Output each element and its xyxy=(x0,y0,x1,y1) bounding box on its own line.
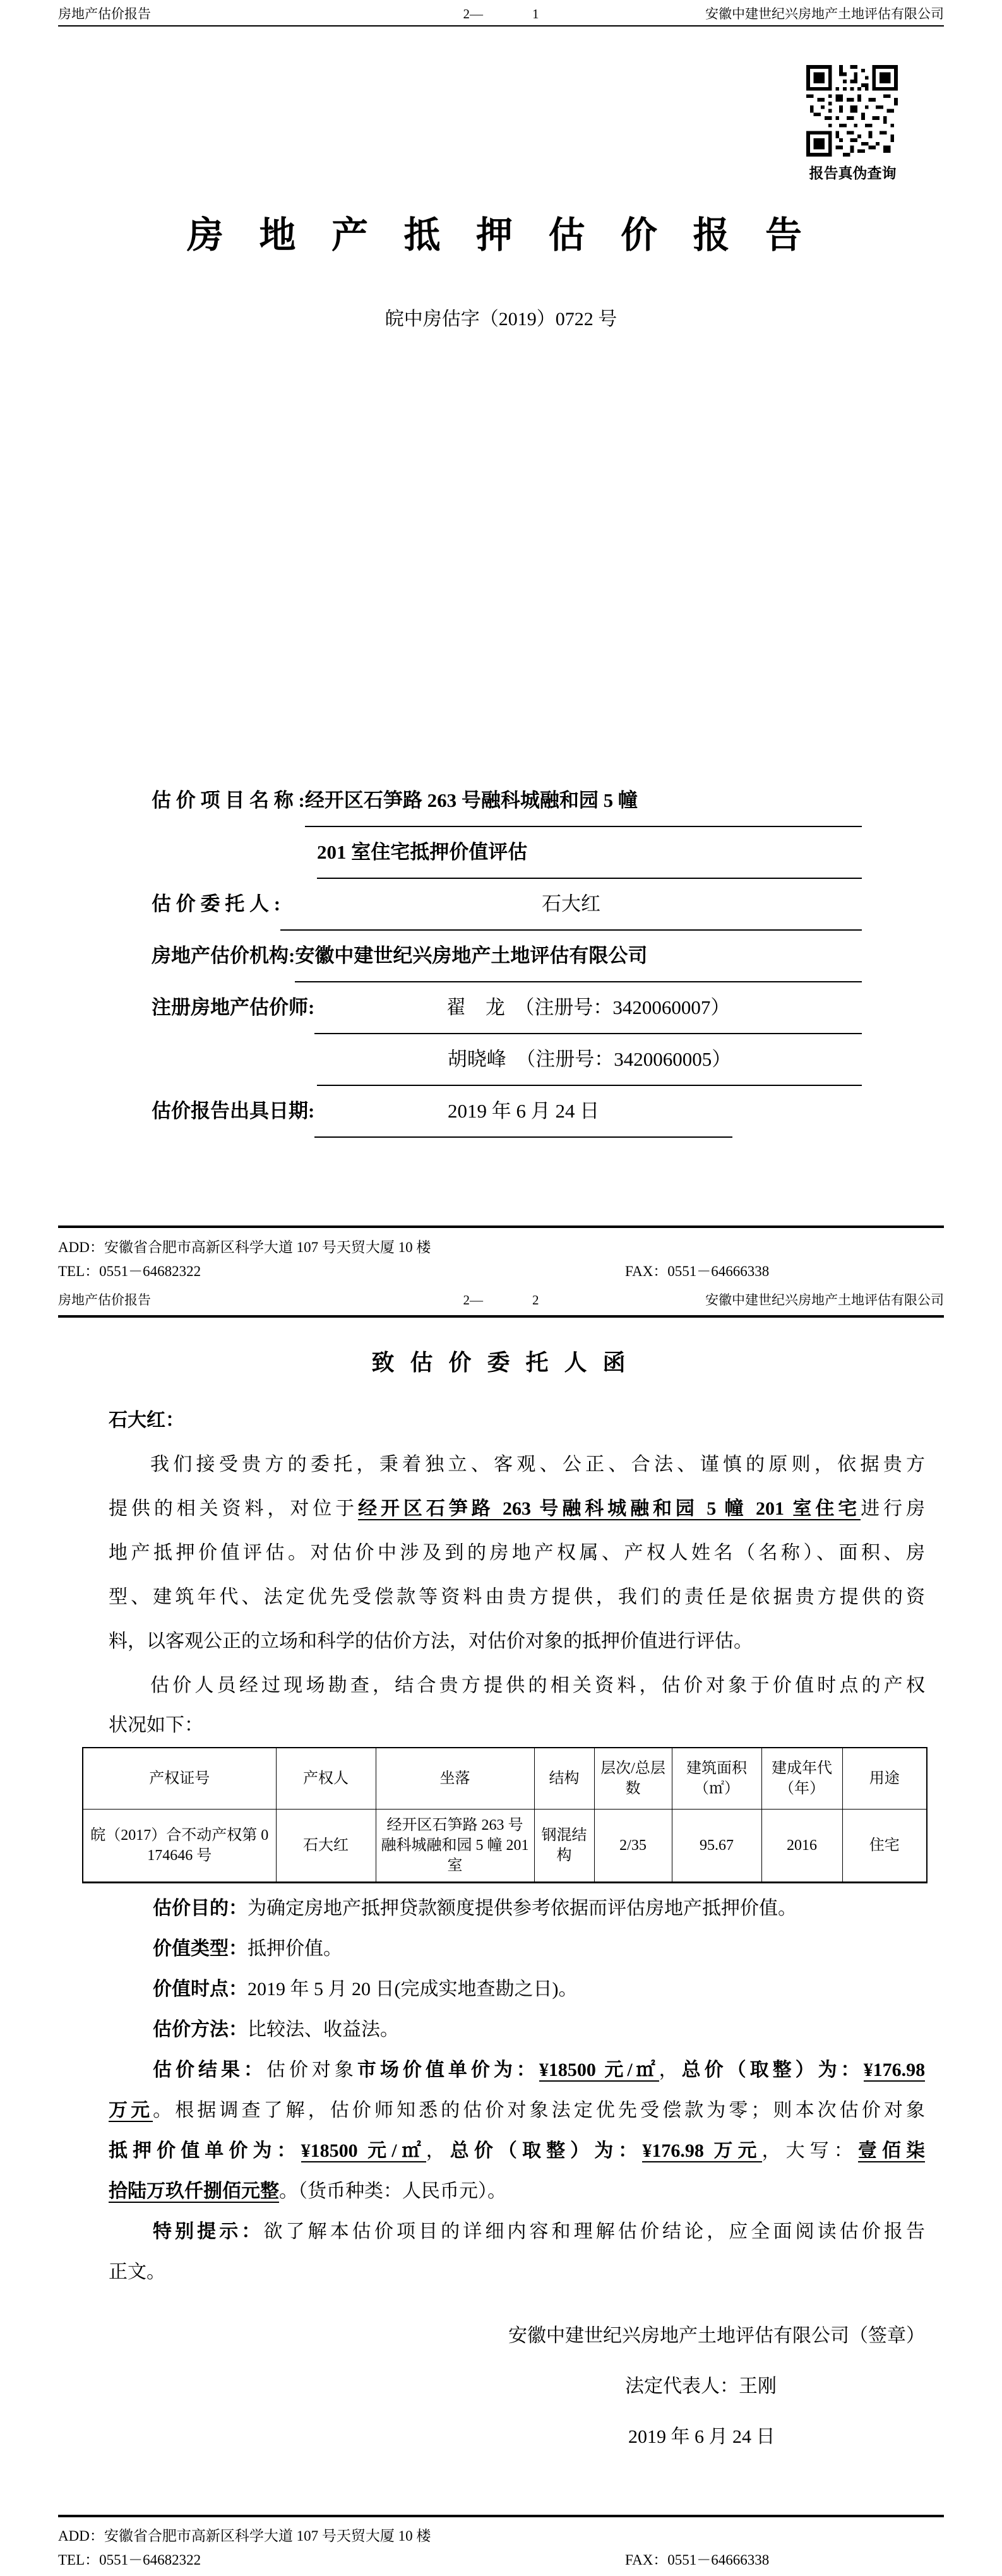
letter-title: 致 估 价 委 托 人 函 xyxy=(371,1350,631,1375)
page2-running-header xyxy=(58,1291,944,1309)
agency-value: 安徽中建世纪兴房地产土地评估有限公司 xyxy=(295,931,862,982)
form-row-project xyxy=(152,775,862,827)
footer-fax: FAX：0551－64666338 xyxy=(625,2552,770,2568)
report-document-number: 皖中房估字（2019）0722 号 xyxy=(385,309,617,330)
cell-certificate-no: 皖（2017）合不动产权第 0174646 号 xyxy=(83,1810,276,1883)
result-text: 总价（取整）为： xyxy=(681,2060,864,2080)
result-text: 。根据调查了解，估价师知悉的估价对象法定优先受偿款为零；则本次估价对象 xyxy=(153,2100,926,2121)
qr-caption: 报告真伪查询 xyxy=(809,165,897,181)
notice-line xyxy=(109,2212,925,2252)
table-header-row xyxy=(83,1748,927,1810)
total-price-unit: 万元 xyxy=(109,2100,153,2121)
header-page-number: 2 xyxy=(532,1292,539,1308)
project-name-value-line1: 经开区石笋路 263 号融科城融和园 5 幢 xyxy=(305,775,862,827)
appraiser2-value: 胡晓峰 （注册号：3420060005） xyxy=(317,1034,862,1086)
header-doc-type: 房地产估价报告 xyxy=(58,1292,151,1308)
report-main-title: 房 地 产 抵 押 估 价 报 告 xyxy=(186,215,815,256)
result-line-2 xyxy=(109,2090,925,2131)
footer-tel: TEL：0551－64682322 xyxy=(58,1263,201,1279)
appraiser-label: 注册房地产估价师: xyxy=(152,996,315,1018)
header-company-name: 安徽中建世纪兴房地产土地评估有限公司 xyxy=(705,1292,944,1308)
column-header: 产权人 xyxy=(276,1748,376,1810)
form-row-project-line2 xyxy=(152,827,862,879)
footer-address: ADD：安徽省合肥市高新区科学大道 107 号天贸大厦 10 楼 xyxy=(58,2528,431,2544)
total-price-value: ¥176.98 xyxy=(863,2060,926,2080)
signature-legal-representative: 法定代表人：王刚 xyxy=(625,2376,777,2397)
valuation-summary xyxy=(109,1888,925,2293)
footer-address: ADD：安徽省合肥市高新区科学大道 107 号天贸大厦 10 楼 xyxy=(58,1239,431,1255)
result-text: 估价对象 xyxy=(266,2060,357,2080)
value-date-text: 2019 年 5 月 20 日(完成实地查勘之日)。 xyxy=(248,1979,578,2000)
column-header: 结构 xyxy=(534,1748,594,1810)
form-row-date xyxy=(152,1086,862,1138)
form-row-agency xyxy=(152,931,862,982)
purpose-text: 为确定房地产抵押贷款额度提供参考依据而评估房地产抵押价值。 xyxy=(248,1898,797,1919)
signature-company: 安徽中建世纪兴房地产土地评估有限公司（签章） xyxy=(508,2325,925,2346)
label-spacer xyxy=(152,1034,317,1086)
page1-running-header xyxy=(58,5,944,23)
mortgage-unit-price-value: ¥18500 元/㎡ xyxy=(301,2140,426,2161)
notice-label: 特别提示： xyxy=(153,2221,264,2242)
mortgage-total-label: 总价（取整）为： xyxy=(450,2140,643,2161)
amount-in-words-part1: 壹佰柒 xyxy=(857,2140,926,2161)
header-divider xyxy=(58,25,944,27)
text-segment: 进行房 xyxy=(861,1498,926,1519)
footer-divider xyxy=(58,1225,944,1228)
value-date-line xyxy=(109,1969,925,2010)
cell-location: 经开区石笋路 263 号融科城融和园 5 幢 201 室 xyxy=(376,1810,534,1883)
result-text: 市场价值单价为： xyxy=(357,2060,539,2080)
label-spacer xyxy=(152,827,317,879)
footer-contacts xyxy=(58,1260,944,1283)
form-row-appraiser1 xyxy=(152,982,862,1034)
header-page-indicator xyxy=(463,1291,539,1309)
project-name-label: 估 价 项 目 名 称 : xyxy=(152,789,305,811)
header-company-name: 安徽中建世纪兴房地产土地评估有限公司 xyxy=(705,6,944,21)
result-text: ， xyxy=(426,2140,450,2161)
method-text: 比较法、收益法。 xyxy=(248,2019,399,2040)
form-row-appraiser2 xyxy=(152,1034,862,1086)
result-text: 。（货币种类：人民币元）。 xyxy=(279,2181,506,2202)
qr-code-icon xyxy=(806,65,898,157)
table-row xyxy=(83,1810,927,1883)
value-type-text: 抵押价值。 xyxy=(248,1938,342,1959)
method-line xyxy=(109,2010,925,2050)
signature-date: 2019 年 6 月 24 日 xyxy=(628,2426,775,2447)
cell-year-built: 2016 xyxy=(761,1810,842,1883)
value-type-label: 价值类型： xyxy=(153,1938,248,1959)
header-divider xyxy=(58,1315,944,1318)
client-label: 估 价 委 托 人 : xyxy=(152,893,281,915)
underlined-subject-address: 经开区石笋路 263 号融科城融和园 5 幢 201 室住宅 xyxy=(358,1498,861,1519)
letter-body xyxy=(90,1398,926,2459)
value-date-label: 价值时点： xyxy=(153,1979,248,2000)
paragraph-line: 我们接受贵方的委托，秉着独立、客观、公正、合法、谨慎的原则，依据贵方 xyxy=(150,1454,925,1475)
value-type-line xyxy=(109,1929,925,1969)
appraiser1-value: 翟 龙 （注册号：3420060007） xyxy=(314,982,862,1034)
header-total-pages: 2— xyxy=(463,6,483,21)
result-text: ，大写： xyxy=(761,2140,858,2161)
letter-salutation: 石大红： xyxy=(109,1410,184,1431)
notice-line-2: 正文。 xyxy=(109,2262,165,2282)
cell-usage: 住宅 xyxy=(842,1810,927,1883)
cell-area: 95.67 xyxy=(672,1810,761,1883)
paragraph-line: 估价人员经过现场勘查，结合贵方提供的相关资料，估价对象于价值时点的产权 xyxy=(150,1675,925,1696)
issue-date-value: 2019 年 6 月 24 日 xyxy=(314,1086,732,1138)
column-header: 坐落 xyxy=(376,1748,534,1810)
cell-floor: 2/35 xyxy=(594,1810,672,1883)
column-header: 层次/总层数 xyxy=(594,1748,672,1810)
footer-tel: TEL：0551－64682322 xyxy=(58,2552,201,2568)
header-page-number: 1 xyxy=(532,6,539,21)
issue-date-label: 估价报告出具日期: xyxy=(152,1100,315,1122)
result-line-3 xyxy=(109,2131,925,2171)
method-label: 估价方法： xyxy=(153,2019,248,2040)
result-line-1 xyxy=(109,2050,925,2090)
mortgage-total-value: ¥176.98 万元 xyxy=(642,2140,762,2161)
client-value: 石大红 xyxy=(280,879,862,931)
form-row-client xyxy=(152,879,862,931)
paragraph-line: 状况如下： xyxy=(109,1715,203,1736)
cell-structure: 钢混结构 xyxy=(534,1810,594,1883)
text-segment: 提供的相关资料，对位于 xyxy=(109,1498,359,1519)
column-header: 产权证号 xyxy=(83,1748,276,1810)
column-header: 用途 xyxy=(842,1748,927,1810)
column-header: 建成年代（年） xyxy=(761,1748,842,1810)
paragraph-line xyxy=(109,1487,925,1531)
footer-divider xyxy=(58,2515,944,2517)
unit-price-value: ¥18500 元/㎡ xyxy=(539,2060,659,2080)
footer-contacts xyxy=(58,2549,944,2572)
amount-in-words-part2: 拾陆万玖仟捌佰元整 xyxy=(109,2181,279,2202)
result-line-4 xyxy=(109,2171,925,2212)
paragraph-line: 料，以客观公正的立场和科学的估价方法，对估价对象的抵押价值进行评估。 xyxy=(109,1631,753,1652)
notice-text: 欲了解本估价项目的详细内容和理解估价结论，应全面阅读估价报告 xyxy=(263,2221,926,2242)
cell-owner: 石大红 xyxy=(276,1810,376,1883)
column-header: 建筑面积（㎡） xyxy=(672,1748,761,1810)
paragraph-line: 地产抵押价值评估。对估价中涉及到的房地产权属、产权人姓名（名称）、面积、房 xyxy=(109,1542,925,1563)
project-name-value-line2: 201 室住宅抵押价值评估 xyxy=(317,827,862,879)
result-text: ， xyxy=(659,2060,682,2080)
paragraph-line: 型、建筑年代、法定优先受偿款等资料由贵方提供，我们的责任是依据贵方提供的资 xyxy=(109,1587,925,1607)
header-total-pages: 2— xyxy=(463,1292,483,1308)
header-page-indicator xyxy=(463,5,539,23)
purpose-label: 估价目的： xyxy=(153,1898,248,1919)
result-label: 估价结果： xyxy=(153,2060,266,2080)
purpose-line xyxy=(109,1888,925,1929)
ownership-status-table xyxy=(82,1747,927,1883)
mortgage-unit-price-label: 抵押价值单价为： xyxy=(109,2140,301,2161)
cover-form xyxy=(152,775,862,1138)
agency-label: 房地产估价机构: xyxy=(152,945,295,967)
header-doc-type: 房地产估价报告 xyxy=(58,6,151,21)
footer-fax: FAX：0551－64666338 xyxy=(625,1263,770,1279)
